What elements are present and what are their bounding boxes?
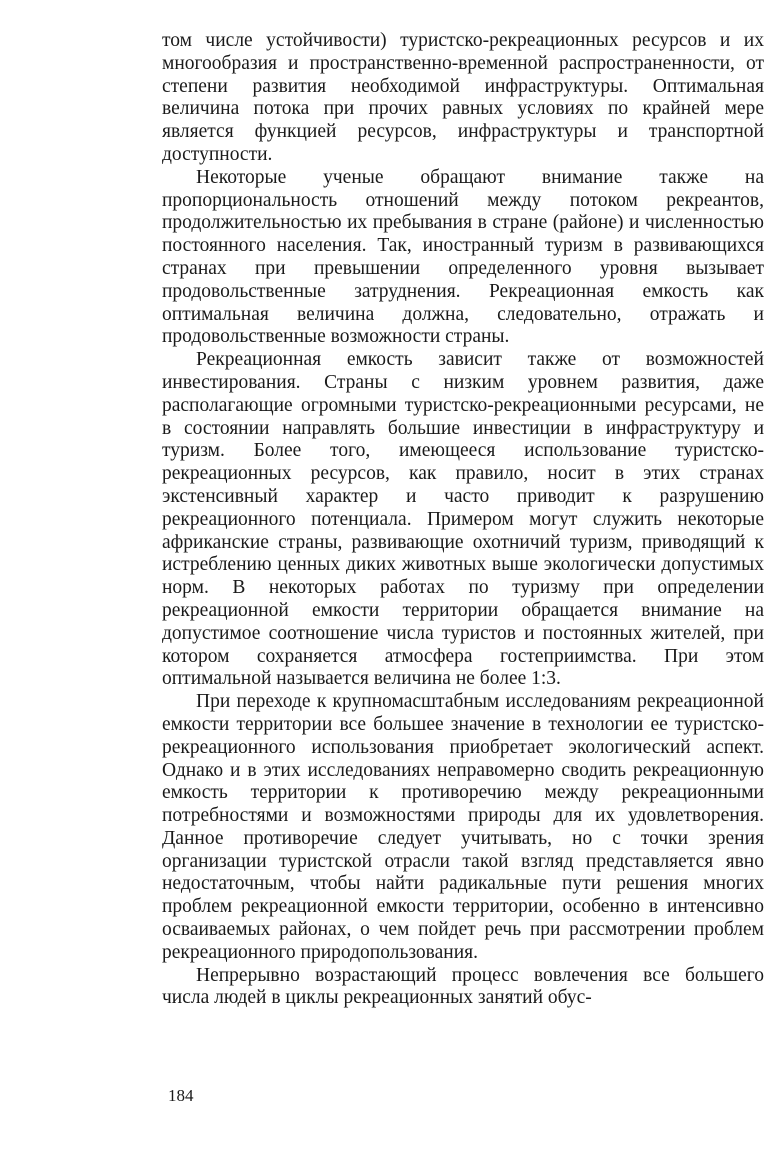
paragraph-5: Непрерывно возрастающий процесс вовлечения все большего числа людей в циклы рекреационных занятий обус- <box>162 964 764 1009</box>
paragraph-4: При переходе к крупномасштабным исследованиям рекреационной емкости территории все большее значение в технологии ее туристско-рекреационного использования приобретает экологический аспект. Однако и в этих исследованиях неправомерно сводить рекреационную емкость территории к противоречию между рекреационными потребностями и возможностями природы для их удовлетворения. Данное противоречие следует учитывать, но с точки зрения организации туристской отрасли такой взгляд представляется явно недостаточным, чтобы найти радикальные пути решения многих проблем рекреационной емкости территории, особенно в интенсивно осваиваемых районах, о чем пойдет речь при рассмотрении проблем рекреационного природопользования. <box>162 691 764 963</box>
paragraph-3: Рекреационная емкость зависит также от возможностей инвестирования. Страны с низким уровнем развития, даже располагающие огромными туристско-рекреационными ресурсами, не в состоянии направлять большие инвестиции в инфраструктуру и туризм. Более того, имеющееся использование туристско-рекреационных ресурсов, как правило, носит в этих странах экстенсивный характер и часто приводит к разрушению рекреационного потенциала. Примером могут служить некоторые африканские страны, развивающие охотничий туризм, приводящий к истреблению ценных диких животных выше экологически допустимых норм. В некоторых работах по туризму при определении рекреационной емкости территории обращается внимание на допустимое соотношение числа туристов и постоянных жителей, при котором сохраняется атмосфера гостеприимства. При этом оптимальной называется величина не более 1:3. <box>162 349 764 690</box>
page-number: 184 <box>168 1086 194 1105</box>
paragraph-1: том числе устойчивости) туристско-рекреационных ресурсов и их многообразия и пространственно-временной распространенности, от степени развития необходимой инфраструктуры. Оптимальная величина потока при прочих равных условиях по крайней мере является функцией ресурсов, инфраструктуры и транспортной доступности. <box>162 30 764 165</box>
paragraph-2: Некоторые ученые обращают внимание также на пропорциональность отношений между потоком рекреантов, продолжительностью их пребывания в стране (районе) и численностью постоянного населения. Так, иностранный туризм в развивающихся странах при превышении определенного уровня вызывает продовольственные затруднения. Рекреационная емкость как оптимальная величина должна, следовательно, отражать и продовольственные возможности страны. <box>162 166 764 348</box>
page-text-body <box>162 30 764 1010</box>
